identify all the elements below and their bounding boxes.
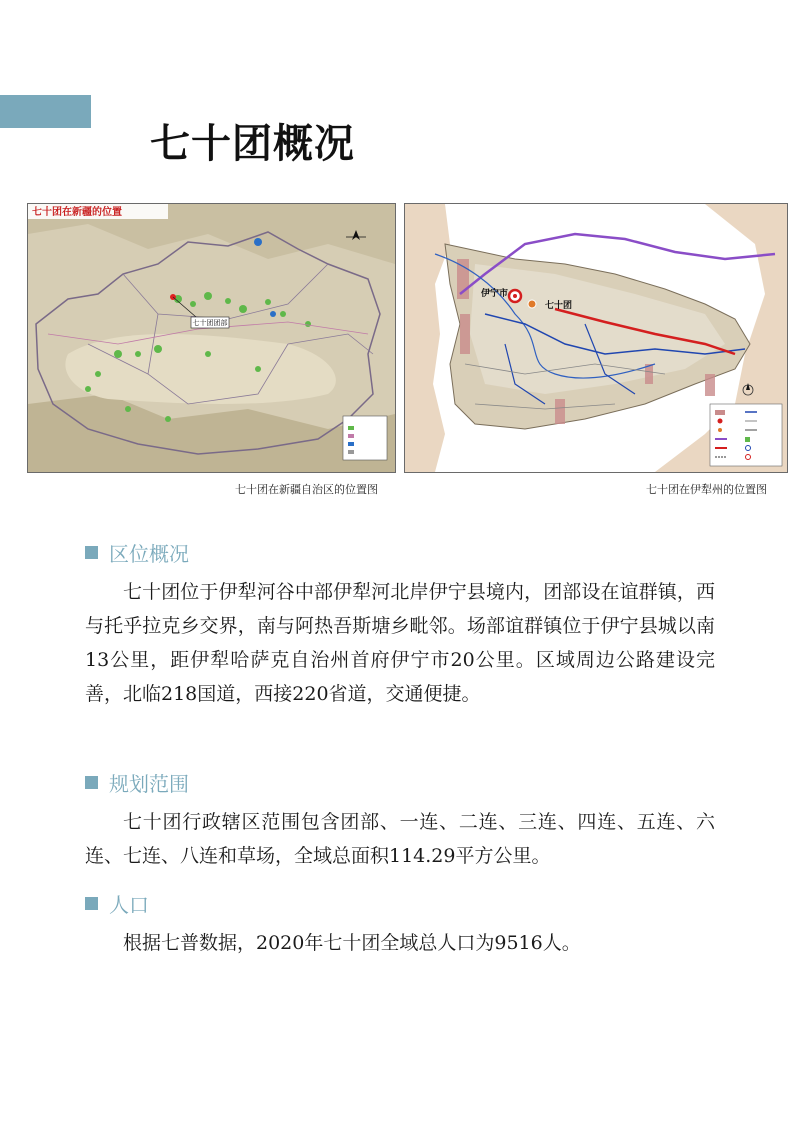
- label-regiment: 七十团: [545, 301, 573, 311]
- caption-left: 七十团在新疆自治区的位置图: [235, 483, 378, 496]
- section-planning-scope: [85, 767, 715, 873]
- section-heading: [85, 767, 715, 797]
- page-title: 七十团概况: [150, 121, 355, 167]
- section-heading: [85, 537, 715, 567]
- header-accent-bar: [0, 95, 91, 128]
- section-population: [85, 888, 715, 960]
- section-location: [85, 537, 715, 711]
- section-heading: [85, 888, 715, 918]
- section-title: 规划范围: [109, 771, 189, 796]
- square-bullet-icon: [85, 546, 98, 559]
- marker-label: 七十团团部: [192, 319, 228, 327]
- section-paragraph: 七十团行政辖区范围包含团部、一连、二连、三连、四连、五连、六连、七连、八连和草场，全域总面积114.29平方公里。: [85, 811, 715, 867]
- square-bullet-icon: [85, 776, 98, 789]
- section-paragraph: 七十团位于伊犁河谷中部伊犁河北岸伊宁县境内，团部设在谊群镇，西与托乎拉克乡交界，南与阿热吾斯塘乡毗邻。场部谊群镇位于伊宁县城以南13公里，距伊犁哈萨克自治州首府伊宁市20公里。区域周边公路建设完善，北临218国道，西接220省道，交通便捷。: [85, 581, 715, 705]
- map-legend: [343, 416, 387, 460]
- section-title: 区位概况: [109, 541, 189, 566]
- section-title: 人口: [109, 892, 149, 917]
- yili-location-map: [404, 203, 788, 473]
- map-legend: [710, 404, 782, 466]
- square-bullet-icon: [85, 897, 98, 910]
- label-city: 伊宁市: [481, 289, 509, 299]
- map-banner-title: 七十团在新疆的位置: [32, 207, 122, 218]
- section-paragraph: 根据七普数据，2020年七十团全域总人口为9516人。: [123, 932, 581, 954]
- xinjiang-location-map: [27, 203, 396, 473]
- regiment-marker-icon: [528, 300, 536, 308]
- caption-right: 七十团在伊犁州的位置图: [646, 483, 767, 496]
